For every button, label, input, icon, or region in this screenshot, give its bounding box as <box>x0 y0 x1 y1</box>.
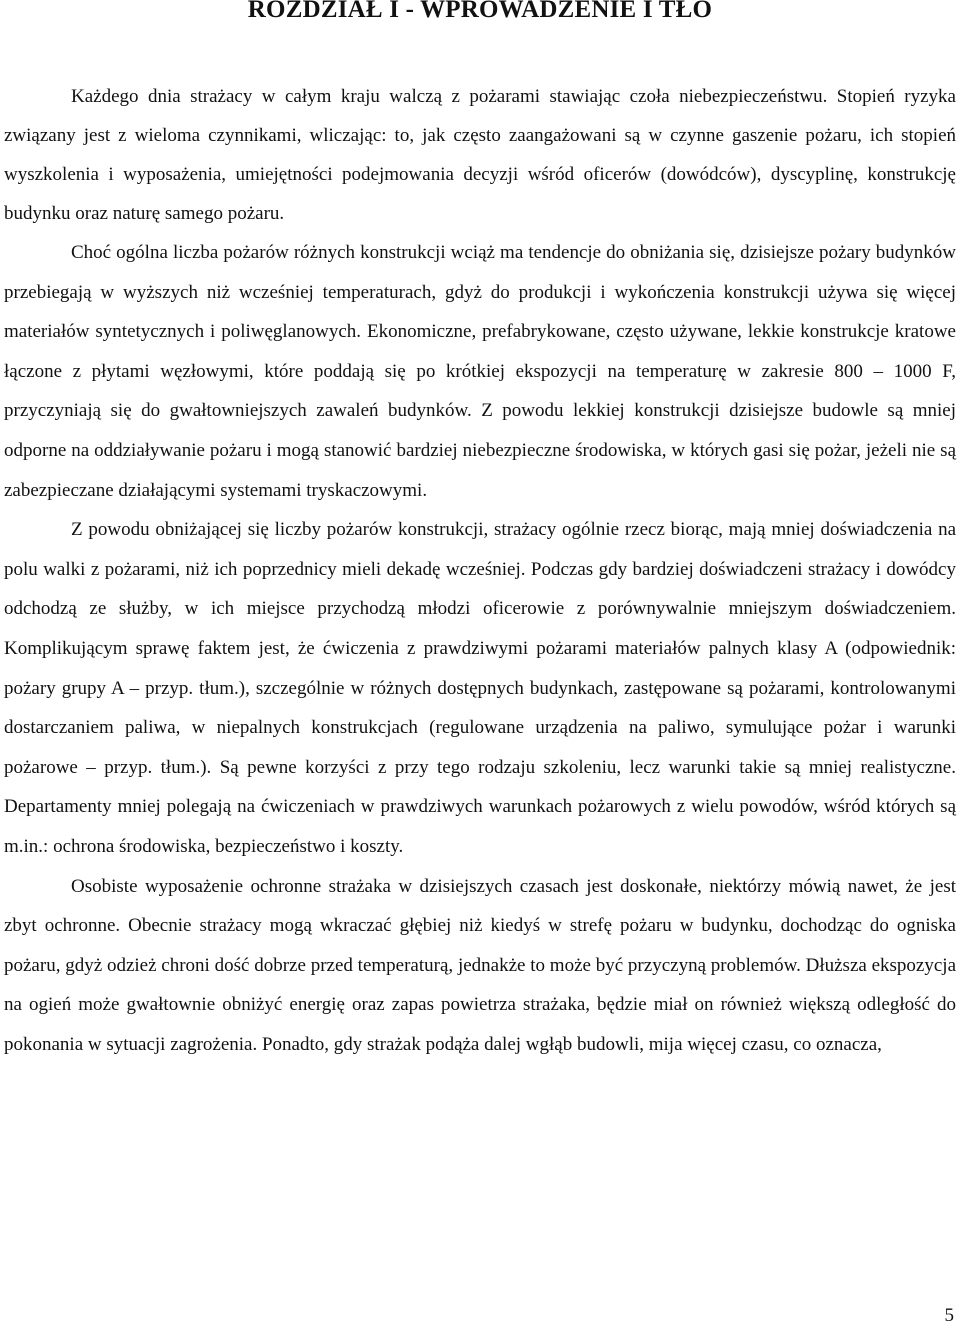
chapter-title: ROZDZIAŁ I - WPROWADZENIE I TŁO <box>247 0 713 23</box>
page-number: 5 <box>944 1305 954 1326</box>
paragraph-1: Każdego dnia strażacy w całym kraju walczą z pożarami stawiając czoła niebezpieczeństwu. Stopień ryzyka związany jest z wieloma czynnikami, wliczając: to, jak często zaangażowani są w czynne gaszenie pożaru, ich stopień wyszkolenia i wyposażenia, umiejętności podejmowania decyzji wśród oficerów (dowódców), dyscyplinę, konstrukcję budynku oraz naturę samego pożaru. <box>4 86 956 224</box>
paragraph-4: Osobiste wyposażenie ochronne strażaka w dzisiejszych czasach jest doskonałe, niektórzy mówią nawet, że jest zbyt ochronne. Obecnie strażacy mogą wkraczać głębiej niż kiedyś w strefę pożaru w budynku, dochodząc do ogniska pożaru, gdyż odzież chroni dość dobrze przed temperaturą, jednakże to może być przyczyną problemów. Dłuższa ekspozycja na ogień może gwałtownie obniżyć energię oraz zapas powietrza strażaka, będzie miał on również większą odległość do pokonania w sytuacji zagrożenia. Ponadto, gdy strażak podąża dalej wgłąb budowli, mija więcej czasu, co oznacza, <box>4 875 956 1055</box>
paragraph-2: Choć ogólna liczba pożarów różnych konstrukcji wciąż ma tendencje do obniżania się, dzisiejsze pożary budynków przebiegają w wyższych niż wcześniej temperaturach, gdyż do produkcji i wykończenia konstrukcji używa się więcej materiałów syntetycznych i poliwęglanowych. Ekonomiczne, prefabrykowane, często używane, lekkie konstrukcje kratowe łączone z płytami węzłowymi, które poddają się po krótkiej ekspozycji na temperaturę w zakresie 800 – 1000 F, przyczyniają się do gwałtowniejszych zawaleń budynków. Z powodu lekkiej konstrukcji dzisiejsze budowle są mniej odporne na oddziaływanie pożaru i mogą stanowić bardziej niebezpieczne środowiska, w których gasi się pożar, jeżeli nie są zabezpieczane działającymi systemami tryskaczowymi. <box>4 242 956 501</box>
paragraph-3: Z powodu obniżającej się liczby pożarów konstrukcji, strażacy ogólnie rzecz biorąc, mają mniej doświadczenia na polu walki z pożarami, niż ich poprzednicy mieli dekadę wcześniej. Podczas gdy bardziej doświadczeni strażacy i dowódcy odchodzą ze służby, w ich miejsce przychodzą młodzi oficerowie z porównywalnie mniejszym doświadczeniem. Komplikującym sprawę faktem jest, że ćwiczenia z prawdziwymi pożarami materiałów palnych klasy A (odpowiednik: pożary grupy A – przyp. tłum.), szczególnie w różnych dostępnych budynkach, zastępowane są pożarami, kontrolowanymi dostarczaniem paliwa, w niepalnych konstrukcjach (regulowane urządzenia na paliwo, symulujące pożar i warunki pożarowe – przyp. tłum.). Są pewne korzyści z przy tego rodzaju szkoleniu, lecz warunki takie są mniej realistyczne. Departamenty mniej polegają na ćwiczeniach w prawdziwych warunkach pożarowych z wielu powodów, wśród których są m.in.: ochrona środowiska, bezpieczeństwo i koszty. <box>4 519 956 857</box>
body-text <box>4 77 956 1064</box>
